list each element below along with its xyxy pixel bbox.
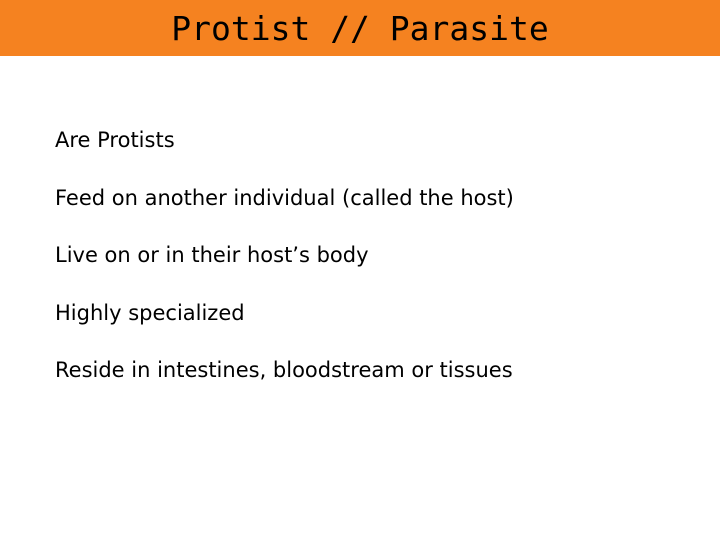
bullet-list	[55, 118, 514, 406]
bullet-item: Reside in intestines, bloodstream or tissues	[55, 358, 513, 382]
bullet-item: Are Protists	[55, 128, 175, 152]
slide-title: Protist // Parasite	[171, 8, 549, 48]
bullet-item: Feed on another individual (called the host)	[55, 185, 514, 210]
title-bar	[0, 0, 720, 56]
bullet-item: Highly specialized	[55, 300, 245, 325]
bullet-item: Live on or in their host’s body	[55, 243, 369, 267]
